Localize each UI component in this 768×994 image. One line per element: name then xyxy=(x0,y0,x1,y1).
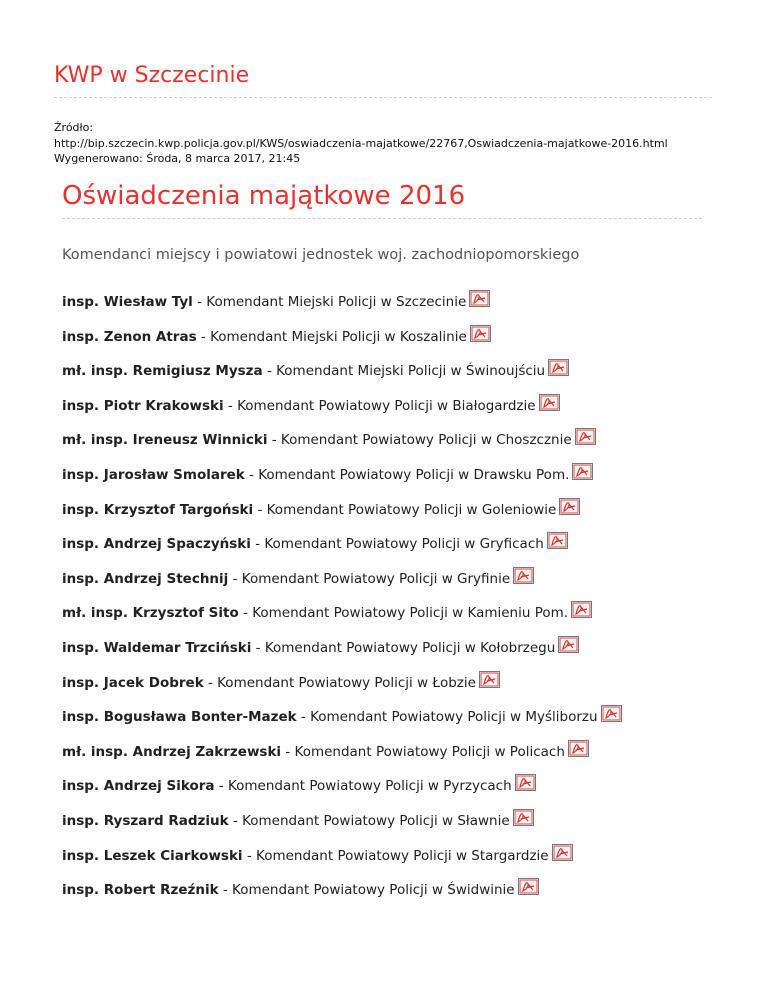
officer-name: insp. Jarosław Smolarek xyxy=(62,466,245,483)
officer-role: - Komendant Powiatowy Policji w Pyrzycach xyxy=(214,778,512,795)
pdf-file-icon[interactable] xyxy=(548,359,569,376)
officer-role: - Komendant Powiatowy Policji w Drawsku Pom. xyxy=(244,466,570,483)
declaration-item xyxy=(62,290,622,325)
site-title: KWP w Szczecinie xyxy=(54,63,250,88)
declaration-item xyxy=(62,809,622,844)
officer-role: - Komendant Powiatowy Policji w Goleniowie xyxy=(253,501,557,518)
officer-role: - Komendant Powiatowy Policji w Policach xyxy=(281,743,565,760)
officer-role: - Komendant Miejski Policji w Świnoujściu xyxy=(262,363,546,380)
officer-name: insp. Andrzej Sikora xyxy=(62,778,215,795)
declaration-item xyxy=(62,359,622,394)
pdf-file-icon[interactable] xyxy=(568,740,589,757)
officer-name: insp. Leszek Ciarkowski xyxy=(62,847,243,864)
pdf-file-icon[interactable] xyxy=(572,463,593,480)
generated-timestamp: Wygenerowano: Środa, 8 marca 2017, 21:45 xyxy=(54,152,301,165)
declaration-item xyxy=(62,394,622,429)
page-subtitle: Komendanci miejscy i powiatowi jednostek woj. zachodniopomorskiego xyxy=(62,247,580,263)
declarations-list xyxy=(62,290,622,913)
pdf-file-icon[interactable] xyxy=(515,774,536,791)
officer-name: insp. Robert Rzeźnik xyxy=(62,882,219,899)
declaration-item xyxy=(62,601,622,636)
header-divider xyxy=(54,97,712,98)
source-url[interactable]: http://bip.szczecin.kwp.policja.gov.pl/KWS/oswiadczenia-majatkowe/22767,Oswiadczenia-majatkowe-2016.html xyxy=(54,136,668,150)
officer-role: - Komendant Powiatowy Policji w Białogardzie xyxy=(223,397,536,414)
officer-role: - Komendant Powiatowy Policji w Gryficach xyxy=(250,536,544,553)
officer-role: - Komendant Powiatowy Policji w Stargardzie xyxy=(242,847,549,864)
declaration-item xyxy=(62,498,622,533)
declaration-item xyxy=(62,774,622,809)
pdf-file-icon[interactable] xyxy=(513,809,534,826)
declaration-item xyxy=(62,671,622,706)
pdf-file-icon[interactable] xyxy=(470,325,491,342)
officer-name: mł. insp. Andrzej Zakrzewski xyxy=(62,743,282,760)
page-title: Oświadczenia majątkowe 2016 xyxy=(62,181,466,211)
pdf-file-icon[interactable] xyxy=(469,290,490,307)
declaration-item xyxy=(62,567,622,602)
pdf-file-icon[interactable] xyxy=(558,636,579,653)
officer-role: - Komendant Powiatowy Policji w Kamieniu Pom. xyxy=(238,605,569,622)
declaration-item xyxy=(62,878,622,913)
officer-name: insp. Andrzej Spaczyński xyxy=(62,536,251,553)
officer-name: insp. Zenon Atras xyxy=(62,328,197,345)
pdf-file-icon[interactable] xyxy=(479,671,500,688)
declaration-item xyxy=(62,428,622,463)
officer-role: - Komendant Powiatowy Policji w Kołobrzegu xyxy=(251,639,556,656)
source-label: Źródło: xyxy=(54,121,94,134)
officer-name: insp. Bogusława Bonter-Mazek xyxy=(62,709,297,726)
declaration-item xyxy=(62,325,622,360)
officer-role: - Komendant Miejski Policji w Szczecinie xyxy=(192,294,467,310)
declaration-item xyxy=(62,532,622,567)
pdf-file-icon[interactable] xyxy=(559,498,580,515)
pdf-file-icon[interactable] xyxy=(539,394,560,411)
declaration-item xyxy=(62,463,622,498)
officer-name: insp. Piotr Krakowski xyxy=(62,397,224,414)
officer-role: - Komendant Powiatowy Policji w Sławnie xyxy=(228,812,510,829)
officer-name: insp. Andrzej Stechnij xyxy=(62,570,229,587)
officer-name: insp. Waldemar Trzciński xyxy=(62,639,252,656)
officer-role: - Komendant Powiatowy Policji w Gryfinie xyxy=(228,570,511,587)
officer-name: mł. insp. Krzysztof Sito xyxy=(62,605,239,622)
declaration-item xyxy=(62,636,622,671)
officer-role: - Komendant Powiatowy Policji w Łobzie xyxy=(203,674,476,691)
source-meta xyxy=(54,120,668,167)
pdf-file-icon[interactable] xyxy=(575,428,596,445)
title-divider xyxy=(62,218,702,219)
officer-name: insp. Ryszard Radziuk xyxy=(62,812,229,829)
declaration-item xyxy=(62,844,622,879)
officer-name: insp. Wiesław Tyl xyxy=(62,294,193,310)
pdf-file-icon[interactable] xyxy=(571,601,592,618)
declaration-item xyxy=(62,740,622,775)
officer-name: mł. insp. Remigiusz Mysza xyxy=(62,363,263,380)
pdf-file-icon[interactable] xyxy=(552,844,573,861)
officer-name: insp. Jacek Dobrek xyxy=(62,674,204,691)
declaration-item xyxy=(62,705,622,740)
officer-name: insp. Krzysztof Targoński xyxy=(62,501,254,518)
officer-role: - Komendant Powiatowy Policji w Świdwinie xyxy=(218,882,515,899)
pdf-file-icon[interactable] xyxy=(513,567,534,584)
officer-name: mł. insp. Ireneusz Winnicki xyxy=(62,432,268,449)
officer-role: - Komendant Powiatowy Policji w Myśliborzu xyxy=(296,709,598,726)
officer-role: - Komendant Powiatowy Policji w Choszcznie xyxy=(267,432,572,449)
pdf-file-icon[interactable] xyxy=(518,878,539,895)
pdf-file-icon[interactable] xyxy=(547,532,568,549)
pdf-file-icon[interactable] xyxy=(601,705,622,722)
officer-role: - Komendant Miejski Policji w Koszalinie xyxy=(196,328,467,345)
